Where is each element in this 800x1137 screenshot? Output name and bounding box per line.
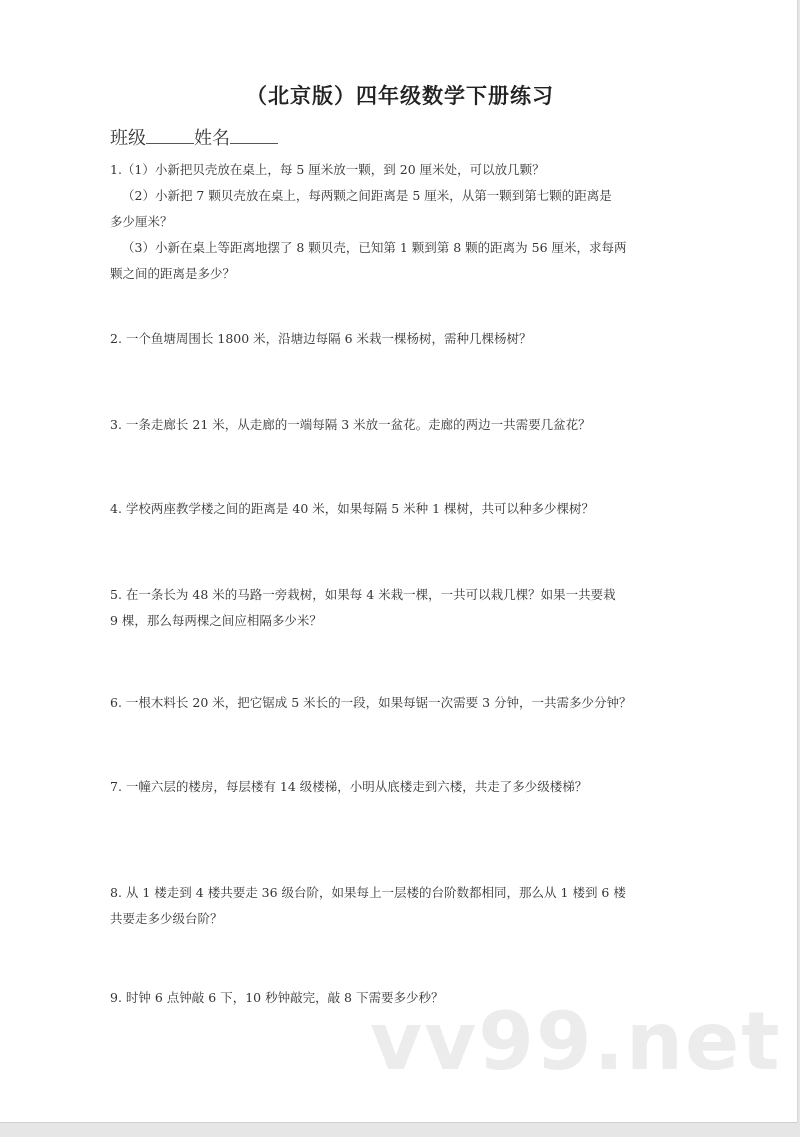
question-1-part-3-cont: 颗之间的距离是多少？: [110, 266, 236, 281]
class-blank: [146, 127, 194, 144]
question-5-line-2: 9 棵，那么每两棵之间应相隔多少米？: [110, 613, 322, 628]
question-3: 3. 一条走廊长 21 米，从走廊的一端每隔 3 米放一盆花。走廊的两边一共需要几盆花？: [110, 417, 591, 432]
question-6: 6. 一根木料长 20 米，把它锯成 5 米长的一段，如果每锯一次需要 3 分钟，一共需多少分钟？: [110, 695, 632, 710]
question-1-part-1: 1.（1）小新把贝壳放在桌上，每 5 厘米放一颗，到 20 厘米处，可以放几颗？: [110, 162, 545, 177]
question-1: [110, 157, 690, 287]
class-name-line: [110, 124, 278, 150]
name-blank: [230, 127, 278, 144]
question-8: [110, 880, 690, 932]
question-5: [110, 582, 690, 634]
question-9: 9. 时钟 6 点钟敲 6 下，10 秒钟敲完，敲 8 下需要多少秒？: [110, 990, 444, 1005]
question-1-part-2: （2）小新把 7 颗贝壳放在桌上，每两颗之间距离是 5 厘米，从第一颗到第七颗的距离是: [122, 188, 612, 203]
question-1-part-2-cont: 多少厘米？: [110, 214, 173, 229]
question-7: 7. 一幢六层的楼房，每层楼有 14 级楼梯，小明从底楼走到六楼，共走了多少级楼梯？: [110, 779, 588, 794]
question-1-part-3: （3）小新在桌上等距离地摆了 8 颗贝壳，已知第 1 颗到第 8 颗的距离为 56 厘米，求每两: [122, 240, 627, 255]
question-8-line-1: 8. 从 1 楼走到 4 楼共要走 36 级台阶，如果每上一层楼的台阶数都相同，那么从 1 楼到 6 楼: [110, 885, 626, 900]
document-title: （北京版）四年级数学下册练习: [246, 84, 554, 108]
name-label: 姓名: [194, 128, 230, 149]
class-label: 班级: [110, 128, 146, 149]
question-5-line-1: 5. 在一条长为 48 米的马路一旁栽树，如果每 4 米栽一棵，一共可以栽几棵？如果一共要栽: [110, 587, 616, 602]
watermark: vv99.net: [370, 995, 782, 1088]
question-4: 4. 学校两座教学楼之间的距离是 40 米，如果每隔 5 米种 1 棵树，共可以种多少棵树？: [110, 501, 595, 516]
question-8-line-2: 共要走多少级台阶？: [110, 911, 223, 926]
question-2: 2. 一个鱼塘周围长 1800 米，沿塘边每隔 6 米栽一棵杨树，需种几棵杨树？: [110, 331, 532, 346]
